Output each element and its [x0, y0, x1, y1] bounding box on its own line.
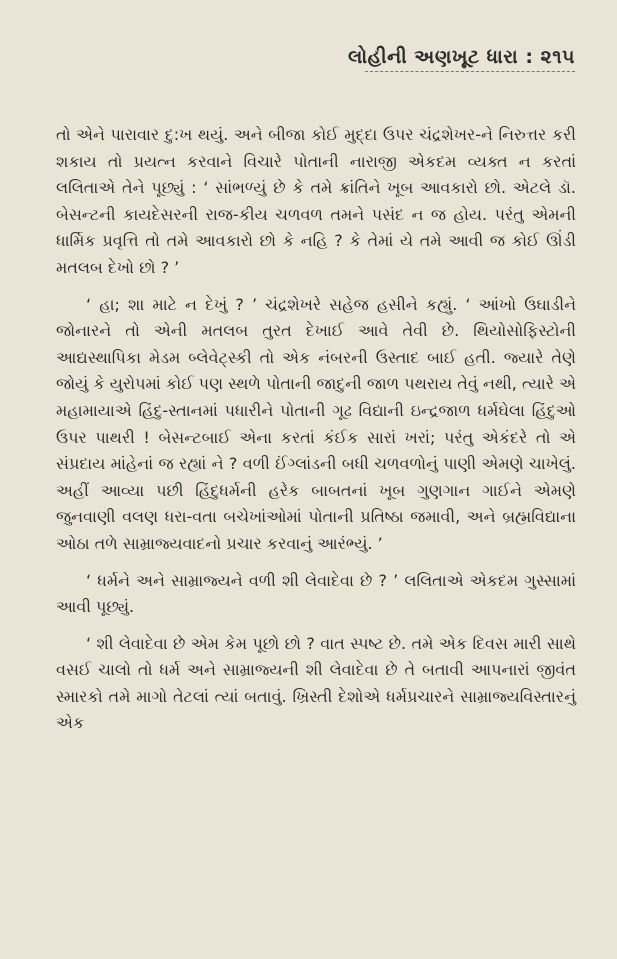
paragraph: ‘ ધર્મને અને સામ્રાજ્યને વળી શી લેવાદેવા છે ? ’ લલિતાએ એકદમ ગુસ્સામાં આવી પૂછ્યું. [56, 570, 576, 617]
paragraph: ‘ શી લેવાદેવા છે એમ કેમ પૂછો છો ? વાત સ્પષ્ટ છે. તમે એક દિવસ મારી સાથે વસઈ ચાલો તો ધર્મ અને સામ્રાજ્યની શી લેવાદેવા છે તે બતાવી આપનારાં જીવંત સ્મારકો તમે માગો તેટલાં ત્યાં બતાવું. ખ્રિસ્તી દેશોએ ધર્મપ્રચારને સામ્રાજ્યવિસ્તારનું એક [56, 633, 576, 733]
running-header [348, 46, 575, 72]
running-title: લોહીની અણખૂટ ધારા : ૨૧૫ [348, 46, 575, 68]
header-underline [365, 71, 575, 72]
paragraph: તો એને પારાવાર દુ:ખ થયું. અને બીજા કોઈ મુદ્દા ઉપર ચંદ્રશેખર-ને નિરુત્તર કરી શકાય તો પ્રયત્ન કરવાને વિચારે પોતાની નારાજી એકદમ વ્યક્ત ન કરતાં લલિતાએ તેને પૂછ્યું : ‘ સાંભળ્યું છે કે તમે ક્રાંતિને ખૂબ આવકારો છો. એટલે ડૉ. બેસન્ટની કાયદેસરની રાજ-કીય ચળવળ તમને પસંદ ન જ હોય. પરંતુ એમની ધાર્મિક પ્રવૃત્તિ તો તમે આવકારો છો કે નહિ ? કે તેમાં યે તમે આવી જ કોઈ ઊંડી મતલબ દેખો છો ? ’ [56, 125, 576, 277]
paragraph: ‘ હા; શા માટે ન દેખું ? ’ ચંદ્રશેખરે સહેજ હસીને કહ્યું. ‘ આંખો ઉઘાડીને જોનારને તો એની મતલબ તુરત દેખાઈ આવે તેવી છે. થિયોસોફિસ્ટોની આદ્યસ્થાપિકા મેડમ બ્લેવેટ્સ્કી તો એક નંબરની ઉસ્તાદ બાઈ હતી. જ્યારે તેણે જોયું કે યુરોપમાં કોઈ પણ સ્થળે પોતાની જાદુની જાળ પથરાય તેવું નથી, ત્યારે એ મહામાયાએ હિંદુ-સ્તાનમાં પધારીને પોતાની ગૂઢ વિદ્યાની ઇન્દ્રજાળ ધર્મઘેલા હિંદુઓ ઉપર પાથરી ! બેસન્ટબાઈ એના કરતાં કંઈક સારાં ખરાં; પરંતુ એકંદરે તો એ સંપ્રદાય માંહેનાં જ રહ્યાં ને ? વળી ઈંગ્લાંડની બધી ચળવળોનું પાણી એમણે ચાખેલું. અહીં આવ્યા પછી હિંદુધર્મની હરેક બાબતનાં ખૂબ ગુણગાન ગાઈને એમણે જુનવાણી વલણ ધરા-વતા બચેખાંઓમાં પોતાની પ્રતિષ્ઠા જમાવી, અને બ્રહ્મવિદ્યાના ઓઠા તળે સામ્રાજ્યવાદનો પ્રચાર કરવાનું આરંભ્યું. ’ [56, 294, 576, 553]
body-text [56, 122, 576, 747]
